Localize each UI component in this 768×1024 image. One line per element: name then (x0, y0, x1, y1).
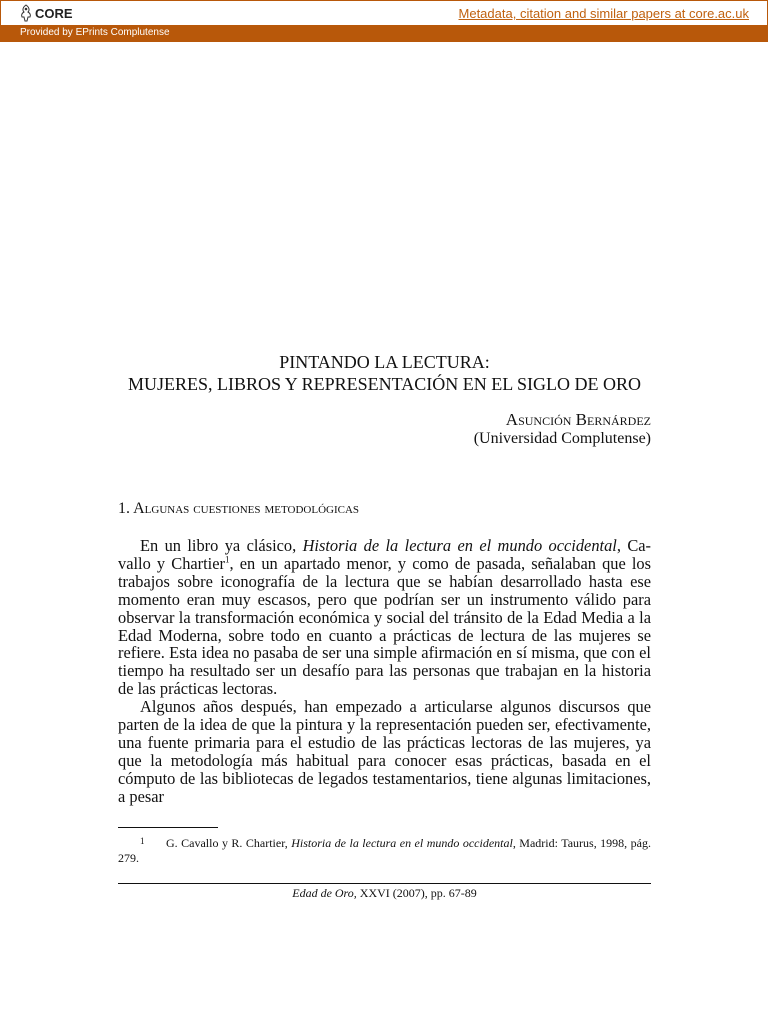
footnote-authors: G. Cavallo y R. Chartier, (166, 836, 292, 850)
footnote-ref[interactable]: 1 (224, 554, 230, 565)
author-affiliation: (Universidad Complutense) (473, 430, 651, 447)
section-heading: 1. Algunas cuestiones metodológicas (118, 500, 360, 517)
journal-citation (118, 886, 651, 901)
core-metadata-link[interactable]: Metadata, citation and similar papers at core.ac.uk (458, 6, 749, 21)
journal-issue: XXVI (2007), pp. 67-89 (356, 886, 477, 900)
core-logo-text: CORE (35, 5, 73, 21)
author-name: Asunción Bernárdez (505, 410, 651, 429)
paragraph-1 (118, 537, 651, 698)
footnote-book-title: Historia de la lectura en el mundo occidental (291, 836, 513, 850)
p1-book-title: Historia de la lectura en el mundo occidental (302, 536, 617, 555)
core-provider-bar (0, 25, 768, 42)
p1-text-authors: , Ca-vallo y Chartier (118, 536, 651, 573)
article-title-line1: PINTANDO LA LECTURA: (279, 352, 490, 372)
footer-rule (118, 883, 651, 884)
footnote-publication: , Madrid: Taurus, 1998, pág. 279. (118, 836, 651, 865)
body-text (118, 537, 651, 806)
footnote-rule (118, 827, 218, 828)
p1-text-start: En un libro ya clásico, (140, 536, 303, 555)
p1-text-rest: , en un apartado menor, y como de pasada, señalaban que los trabajos sobre iconografía de la lectura que se habían desarrollado hasta ese momento eran muy escasos, pero que podrían ser un instrumento válido para observar la transformación económica y social del tránsito de la Edad Media a la Edad Moderna, sobre todo en cuanto a prácticas de lectura de las mujeres se refiere. Esta idea no pasaba de ser una simple afirmación en sí misma, que con el tiempo ha resultado ser un desafío para las personas que trabajan en la historia de las prácticas lectoras. (118, 553, 652, 699)
footnote-number: 1 (140, 836, 145, 846)
footnote (118, 834, 651, 866)
core-logo-icon (19, 4, 33, 22)
core-banner (0, 0, 768, 25)
core-provider-text[interactable]: Provided by EPrints Complutense (20, 27, 170, 38)
core-logo[interactable] (19, 4, 73, 22)
article-title-line2: MUJERES, LIBROS Y REPRESENTACIÓN EN EL SIGLO DE ORO (127, 374, 642, 394)
journal-name: Edad de Oro, (292, 886, 357, 900)
paragraph-2: Algunos años después, han empezado a articularse algunos discursos que parten de la idea de que la pintura y la representación pueden ser, efectivamente, una fuente primaria para el estudio de las prácticas lectoras de las mujeres, ya que la metodología más habitual para conocer esas prácticas, basada en el cómputo de las bibliotecas de legados testamentarios, tiene algunas limitaciones, a pesar (118, 697, 651, 806)
